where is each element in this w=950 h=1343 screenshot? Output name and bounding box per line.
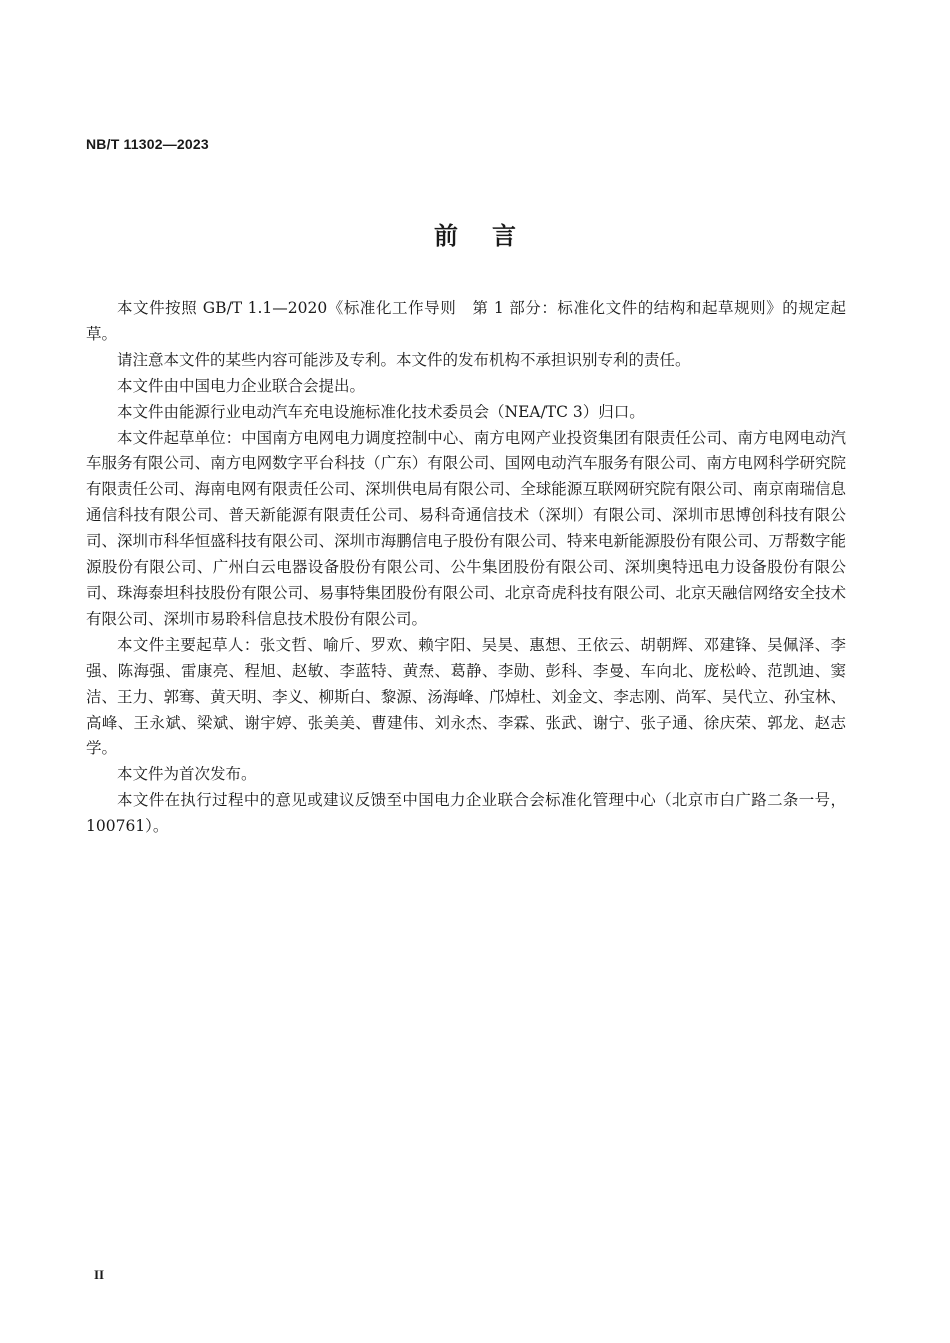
paragraph-first-release: 本文件为首次发布。 <box>117 765 257 784</box>
foreword-body <box>86 296 846 840</box>
page-number: II <box>94 1267 105 1282</box>
paragraph-feedback: 本文件在执行过程中的意见或建议反馈至中国电力企业联合会标准化管理中心（北京市白广路二条一号，100761）。 <box>86 791 846 836</box>
paragraph-drafters: 本文件主要起草人：张文哲、喻斤、罗欢、赖宇阳、吴昊、惠想、王依云、胡朝辉、邓建锋、吴佩泽、李强、陈海强、雷康亮、程旭、赵敏、李蓝特、黄焘、葛静、李勋、彭科、李曼、车向北、庞松岭、范凯迪、窦洁、王力、郭骞、黄天明、李义、柳斯白、黎源、汤海峰、邝焯杜、刘金文、李志刚、尚军、吴代立、孙宝林、高峰、王永斌、梁斌、谢宇婷、张美美、曹建伟、刘永杰、李霖、张武、谢宁、张子通、徐庆荣、郭龙、赵志学。 <box>86 635 846 758</box>
paragraph-drafting-units: 本文件起草单位：中国南方电网电力调度控制中心、南方电网产业投资集团有限责任公司、南方电网电动汽车服务有限公司、南方电网数字平台科技（广东）有限公司、国网电动汽车服务有限公司、南方电网科学研究院有限责任公司、海南电网有限责任公司、深圳供电局有限公司、全球能源互联网研究院有限公司、南京南瑞信息通信科技有限公司、普天新能源有限责任公司、易科奇通信技术（深圳）有限公司、深圳市思博创科技有限公司、深圳市科华恒盛科技有限公司、深圳市海鹏信电子股份有限公司、特来电新能源股份有限公司、万帮数字能源股份有限公司、广州白云电器设备股份有限公司、公牛集团股份有限公司、深圳奥特迅电力设备股份有限公司、珠海泰坦科技股份有限公司、易事特集团股份有限公司、北京奇虎科技有限公司、北京天融信网络安全技术有限公司、深圳市易聆科信息技术股份有限公司。 <box>86 428 846 628</box>
paragraph-patent-notice: 请注意本文件的某些内容可能涉及专利。本文件的发布机构不承担识别专利的责任。 <box>117 350 691 369</box>
paragraph-technical-committee: 本文件由能源行业电动汽车充电设施标准化技术委员会（NEA/TC 3）归口。 <box>117 402 645 421</box>
page-title: 前言 <box>434 222 550 250</box>
paragraph-proposer: 本文件由中国电力企业联合会提出。 <box>117 376 366 395</box>
standard-number: NB/T 11302—2023 <box>86 136 209 152</box>
paragraph-drafting-rules: 本文件按照 GB/T 1.1—2020《标准化工作导则 第 1 部分：标准化文件的结构和起草规则》的规定起草。 <box>86 299 846 343</box>
